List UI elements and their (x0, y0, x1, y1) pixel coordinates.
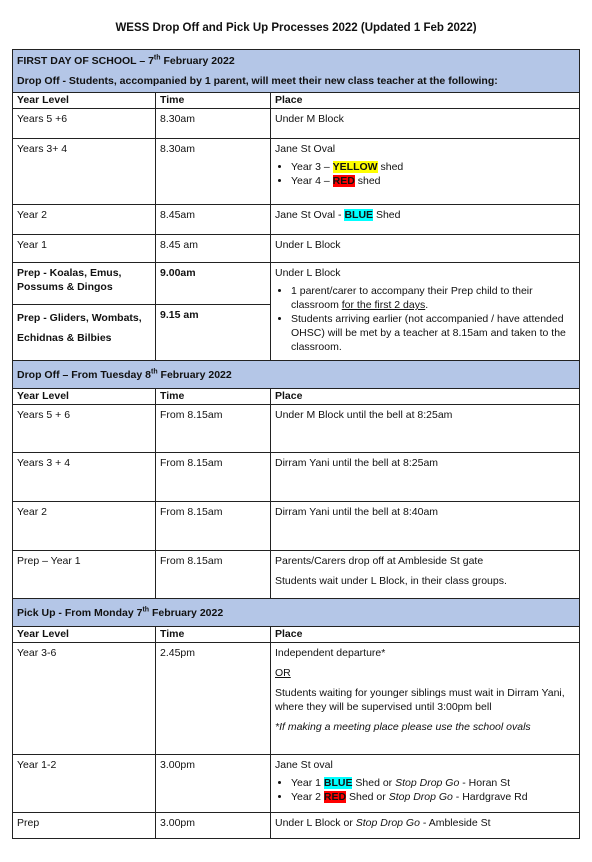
blue-highlight: BLUE (344, 209, 374, 221)
table-row (13, 205, 580, 235)
place-text: Jane St Oval (275, 143, 336, 155)
red-highlight: RED (323, 791, 347, 803)
table-row (13, 139, 580, 205)
list-item: • Year 2 RED Shed or Stop Drop Go - Hardgrave Rd (291, 790, 575, 804)
place-cell (271, 643, 580, 755)
time-cell: 8.30am (156, 139, 271, 205)
year-cell: Year 2 (13, 205, 156, 235)
section-drop-off (13, 361, 580, 389)
list-item: • Year 1 BLUE Shed or Stop Drop Go - Horan St (291, 776, 575, 790)
table-row (13, 405, 580, 453)
time-cell: 8.45am (156, 205, 271, 235)
time-cell: From 8.15am (156, 551, 271, 599)
place-cell (271, 755, 580, 813)
table-row (13, 643, 580, 755)
column-header-row (13, 93, 580, 109)
place-cell: Dirram Yani until the bell at 8:25am (271, 453, 580, 502)
section-subtitle: Drop Off - Students, accompanied by 1 parent, will meet their new class teacher at the following: (17, 75, 498, 87)
place-cell (271, 551, 580, 599)
list-item: • Students arriving earlier (not accompanied / have attended OHSC) will be met by a teacher at 8.15am and taken to the classroom. (291, 312, 575, 354)
year-cell: Years 3+ 4 (13, 139, 156, 205)
table-row (13, 813, 580, 839)
note-text: *If making a meeting place please use the school ovals (275, 721, 531, 733)
bullet-list (275, 160, 575, 188)
place-text: Parents/Carers drop off at Ambleside St gate (275, 555, 484, 567)
year-cell: Year 1-2 (13, 755, 156, 813)
place-cell: Under M Block (271, 109, 580, 139)
place-cell: Jane St Oval - BLUE Shed (271, 205, 580, 235)
time-cell: 8.30am (156, 109, 271, 139)
header-time: Time (156, 627, 271, 643)
table-row (13, 551, 580, 599)
place-cell: Under L Block (271, 235, 580, 263)
place-cell: Under M Block until the bell at 8:25am (271, 405, 580, 453)
list-item: • Year 3 – YELLOW shed (291, 160, 575, 174)
place-cell: Dirram Yani until the bell at 8:40am (271, 502, 580, 551)
document-title: WESS Drop Off and Pick Up Processes 2022 (Updated 1 Feb 2022) (115, 22, 477, 34)
place-text: Students waiting for younger siblings must wait in Dirram Yani, where they will be supervised until 3:00pm bell (275, 687, 565, 713)
table-row (13, 109, 580, 139)
time-cell: 9.15 am (156, 305, 271, 361)
year-cell: Years 3 + 4 (13, 453, 156, 502)
header-time: Time (156, 93, 271, 109)
table-row (13, 502, 580, 551)
section-title: Drop Off – From Tuesday 8th February 2022 (13, 361, 580, 389)
bullet-list (275, 776, 575, 804)
time-cell: 2.45pm (156, 643, 271, 755)
yellow-highlight: YELLOW (332, 161, 378, 173)
header-time: Time (156, 389, 271, 405)
table-row (13, 453, 580, 502)
red-highlight: RED (332, 175, 355, 187)
time-cell: 8.45 am (156, 235, 271, 263)
time-cell: 3.00pm (156, 813, 271, 839)
list-item: • 1 parent/carer to accompany their Prep child to their classroom for the first 2 days. (291, 284, 575, 312)
place-text: Independent departure* (275, 647, 386, 659)
section-first-day (13, 50, 580, 93)
header-year: Year Level (13, 93, 156, 109)
year-cell: Prep - Koalas, Emus, Possums & Dingos (13, 263, 156, 305)
or-text: OR (275, 667, 291, 679)
column-header-row (13, 627, 580, 643)
year-cell: Year 1 (13, 235, 156, 263)
year-cell: Years 5 + 6 (13, 405, 156, 453)
time-cell: From 8.15am (156, 453, 271, 502)
table-row (13, 263, 580, 305)
time-cell: From 8.15am (156, 502, 271, 551)
year-cell: Year 3-6 (13, 643, 156, 755)
time-cell: From 8.15am (156, 405, 271, 453)
section-title: Pick Up - From Monday 7th February 2022 (13, 599, 580, 627)
year-cell: Prep – Year 1 (13, 551, 156, 599)
place-text: Under L Block (275, 267, 341, 279)
blue-highlight: BLUE (323, 777, 353, 789)
header-year: Year Level (13, 389, 156, 405)
header-place: Place (271, 627, 580, 643)
header-year: Year Level (13, 627, 156, 643)
place-cell: Under L Block or Stop Drop Go - Ambleside St (271, 813, 580, 839)
header-place: Place (271, 93, 580, 109)
year-cell: Prep - Gliders, Wombats, Echidnas & Bilbies (13, 305, 156, 361)
list-item: • Year 4 – RED shed (291, 174, 575, 188)
place-text: Students wait under L Block, in their class groups. (275, 575, 507, 587)
year-cell: Prep (13, 813, 156, 839)
table-row (13, 755, 580, 813)
year-cell: Year 2 (13, 502, 156, 551)
section-pick-up (13, 599, 580, 627)
place-cell (271, 263, 580, 361)
year-cell: Years 5 +6 (13, 109, 156, 139)
header-place: Place (271, 389, 580, 405)
section-title: FIRST DAY OF SCHOOL – 7th February 2022 (17, 54, 235, 67)
bullet-list (275, 284, 575, 354)
place-cell (271, 139, 580, 205)
time-cell: 3.00pm (156, 755, 271, 813)
place-text: Jane St oval (275, 759, 333, 771)
time-cell: 9.00am (156, 263, 271, 305)
schedule-table (12, 49, 580, 839)
table-row (13, 235, 580, 263)
column-header-row (13, 389, 580, 405)
